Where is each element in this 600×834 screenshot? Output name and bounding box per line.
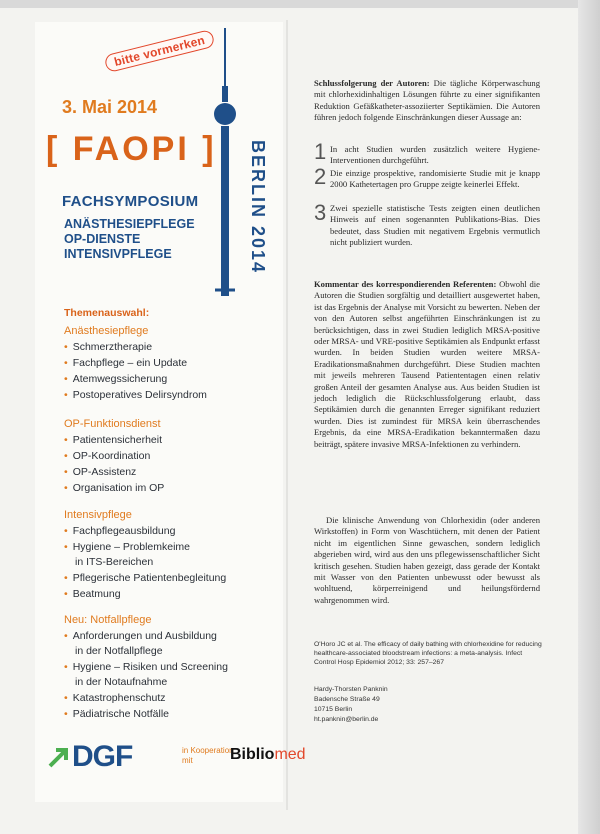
comment-paragraph: Kommentar des korrespondierenden Referenten: Obwohl die Autoren die Studien sorgfältig und detailliert ausgewertet haben, ist das Ergebnis der Analyse mit Vorsicht zu bewerten. Neben der von den Autoren selbst angeführten Einschränkungen ist zu berücksichtigen, dass in zwei Studien lediglich MRSA-positive oder MRSA- und VRE-positive Septikämien als Endpunkt erfasst wurden. In beiden Studien wurden weitere MRSA-Eradikationsmaßnahmen durchgeführt. Diese Studien machten mit jeweils mehreren Tausend Patiententagen einen relativ großen Anteil der gesamten Analyse aus. Aus beiden Studien ist jedoch lediglich die Rückschlussfolgerung erlaubt, dass Septikämien durch die genannten Erreger signifikant reduziert wurden. Dies ist zumindest für MRSA kein überraschendes Ergebnis, da eine MRSA-Eradikation bekanntermaßen dazu beiträgt, spätere invasive MRSA-Infektionen zu verhindern. <box>314 279 540 449</box>
category-heading: Intensivpflege <box>64 509 132 521</box>
event-type: FACHSYMPOSIUM <box>62 193 199 210</box>
point-text: Die einzige prospektive, randomisierte Studie mit je knapp 2000 Kathetertagen pro Gruppe zeigte keinerlei Effekt. <box>330 168 540 190</box>
bibliomed-logo: Bibliomed <box>230 746 306 763</box>
list-item-continuation: in der Notaufnahme <box>75 676 168 688</box>
page-crease <box>286 20 288 810</box>
arrow-icon <box>48 746 70 768</box>
list-item: • Atemwegssicherung <box>64 373 168 385</box>
list-item: • Pflegerische Patientenbegleitung <box>64 572 227 584</box>
page-top-edge <box>0 0 600 8</box>
page-right-edge <box>578 0 600 834</box>
point-text: In acht Studien wurden zusätzlich weitere Hygiene-Interventionen durchgeführt. <box>330 144 540 166</box>
subtitle-2: OP-DIENSTE <box>64 232 141 246</box>
reminder-sticker: bitte vormerken <box>103 29 215 73</box>
point-number: 3 <box>314 200 327 225</box>
list-item: • Postoperatives Delirsyndrom <box>64 389 207 401</box>
author-address: Hardy-Thorsten Panknin Badensche Straße 49 10715 Berlin ht.panknin@berlin.de <box>314 686 388 723</box>
category-heading: OP-Funktionsdienst <box>64 418 161 430</box>
list-item: • Organisation im OP <box>64 482 165 494</box>
point-number: 2 <box>314 164 327 189</box>
list-item: • Hygiene – Problemkeime <box>64 541 190 553</box>
list-item: • OP-Koordination <box>64 450 151 462</box>
tv-tower-icon <box>205 28 245 298</box>
subtitle-3: INTENSIVPFLEGE <box>64 247 172 261</box>
list-item: • Fachpflege – ein Update <box>64 357 188 369</box>
themes-heading: Themenauswahl: <box>64 307 150 319</box>
list-item: • Katastrophenschutz <box>64 692 166 704</box>
list-item: • Hygiene – Risiken und Screening <box>64 661 228 673</box>
list-item: • Beatmung <box>64 588 121 600</box>
list-item: • Anforderungen und Ausbildung <box>64 630 217 642</box>
category-heading: Anästhesiepflege <box>64 325 149 337</box>
subtitle-1: ANÄSTHESIEPFLEGE <box>64 217 195 231</box>
list-item: • Patientensicherheit <box>64 434 162 446</box>
comment-paragraph-2: Die klinische Anwendung von Chlorhexidin (oder anderen Wirkstoffen) in Form von Waschtüchern, mit denen der Patient nicht im eigentlichen Sinne gewaschen, sondern lediglich abgerieben wird, wird aus den uns pflegewissenschaftlicher Sicht kritisch gesehen. Studien haben gezeigt, dass gerade der Kontakt mit Wasser von den Patienten unbewusst oder bewusst als wohltuend, körperreinigend und heilungsfördernd wahrgenommen wird. <box>314 515 540 605</box>
cooperation-note: in Kooperation mit <box>182 746 234 765</box>
event-date: 3. Mai 2014 <box>62 97 158 117</box>
point-number: 1 <box>314 139 327 164</box>
conclusion-paragraph: Schlussfolgerung der Autoren: Die tägliche Körperwaschung mit chlorhexidinhaltigen Lösungen führte zu einer signifikanten Reduktion Gefäßkatheter-assoziierter Septikämien. Die Autoren führen jedoch folgende Einschränkungen dieser Aussage an: <box>314 78 541 123</box>
category-heading: Neu: Notfallpflege <box>64 614 152 626</box>
dgf-logo: DGF <box>48 740 132 774</box>
list-item: • OP-Assistenz <box>64 466 137 478</box>
list-item-continuation: in der Notfallpflege <box>75 645 163 657</box>
reference: O'Horo JC et al. The efficacy of daily bathing with chlorhexidine for reducing healthcare-associated bloodstream infections: a meta-analysis. Infect Control Hosp Epidemiol 2012; 33: 257–267 <box>314 641 542 666</box>
event-title: [ FAOPI ] <box>46 130 217 168</box>
event-city: BERLIN 2014 <box>248 140 268 275</box>
list-item: • Pädiatrische Notfälle <box>64 708 169 720</box>
list-item: • Fachpflegeausbildung <box>64 525 176 537</box>
point-text: Zwei spezielle statistische Tests zeigten einen deutlichen Hinweis auf einen sogenannten Publikations-Bias. Dies bedeutet, dass Studien mit negativem Ergebnis vermutlich nicht publiziert wurden. <box>330 203 540 248</box>
list-item-continuation: in ITS-Bereichen <box>75 556 154 568</box>
list-item: • Schmerztherapie <box>64 341 153 353</box>
